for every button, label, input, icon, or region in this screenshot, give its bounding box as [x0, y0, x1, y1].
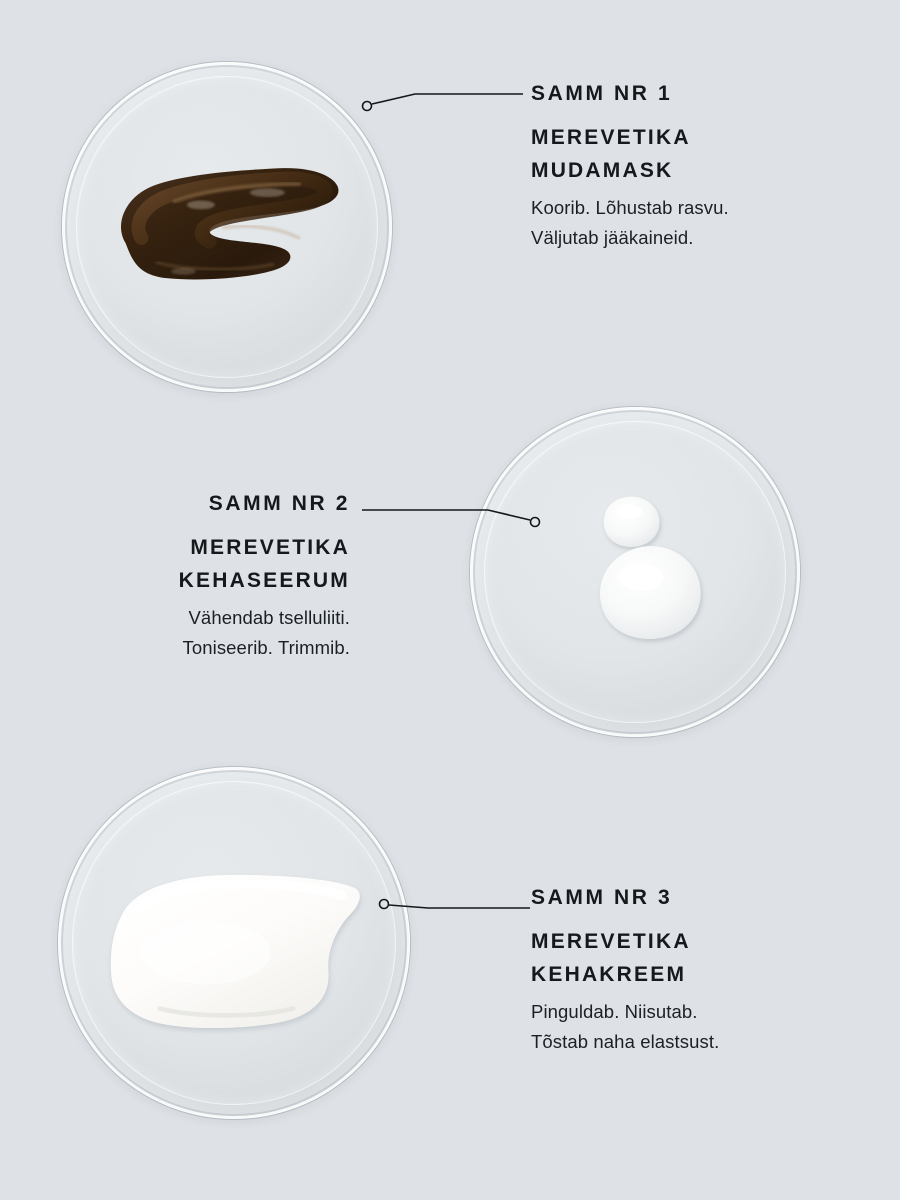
dish-inner-surface-3 [74, 783, 394, 1103]
product-name-1 [531, 122, 861, 187]
step-label-3: SAMM NR 3 [531, 886, 673, 909]
product-desc-1 [531, 193, 861, 253]
product-name-3 [531, 926, 861, 991]
step-label-2: SAMM NR 2 [208, 492, 350, 515]
product-desc-3-line-2: Tõstab naha elastsust. [531, 1031, 720, 1053]
mud-mask-swatch-icon [96, 138, 358, 335]
product-desc-2 [40, 603, 350, 663]
product-desc-1-line-1: Koorib. Lõhustab rasvu. [531, 197, 729, 219]
product-name-1-line-2: MUDAMASK [531, 158, 674, 182]
step-label-1: SAMM NR 1 [531, 82, 673, 105]
product-desc-2-line-2: Toniseerib. Trimmib. [182, 637, 350, 659]
dish-inner-surface-1 [78, 78, 376, 376]
petri-dish-step-3 [58, 767, 410, 1119]
product-desc-3-line-1: Pinguldab. Niisutab. [531, 1001, 698, 1023]
petri-dish-step-1 [62, 62, 392, 392]
product-name-2-line-2: KEHASEERUM [178, 568, 350, 592]
product-name-3-line-2: KEHAKREEM [531, 962, 687, 986]
callout-step-1 [531, 83, 861, 253]
product-desc-2-line-1: Vähendab tselluliiti. [188, 607, 350, 629]
product-desc-3 [531, 997, 861, 1057]
callout-step-2 [40, 493, 350, 663]
callout-step-3 [531, 887, 861, 1057]
dish-inner-surface-2 [486, 423, 784, 721]
product-name-3-line-1: MEREVETIKA [531, 930, 691, 953]
product-name-2 [40, 532, 350, 597]
cream-swatch-icon [93, 860, 375, 1046]
serum-droplets-icon [563, 483, 748, 668]
product-name-2-line-1: MEREVETIKA [190, 536, 350, 559]
product-name-1-line-1: MEREVETIKA [531, 126, 691, 149]
petri-dish-step-2 [470, 407, 800, 737]
product-desc-1-line-2: Väljutab jääkaineid. [531, 227, 694, 249]
leader-line-step-1 [355, 78, 540, 118]
